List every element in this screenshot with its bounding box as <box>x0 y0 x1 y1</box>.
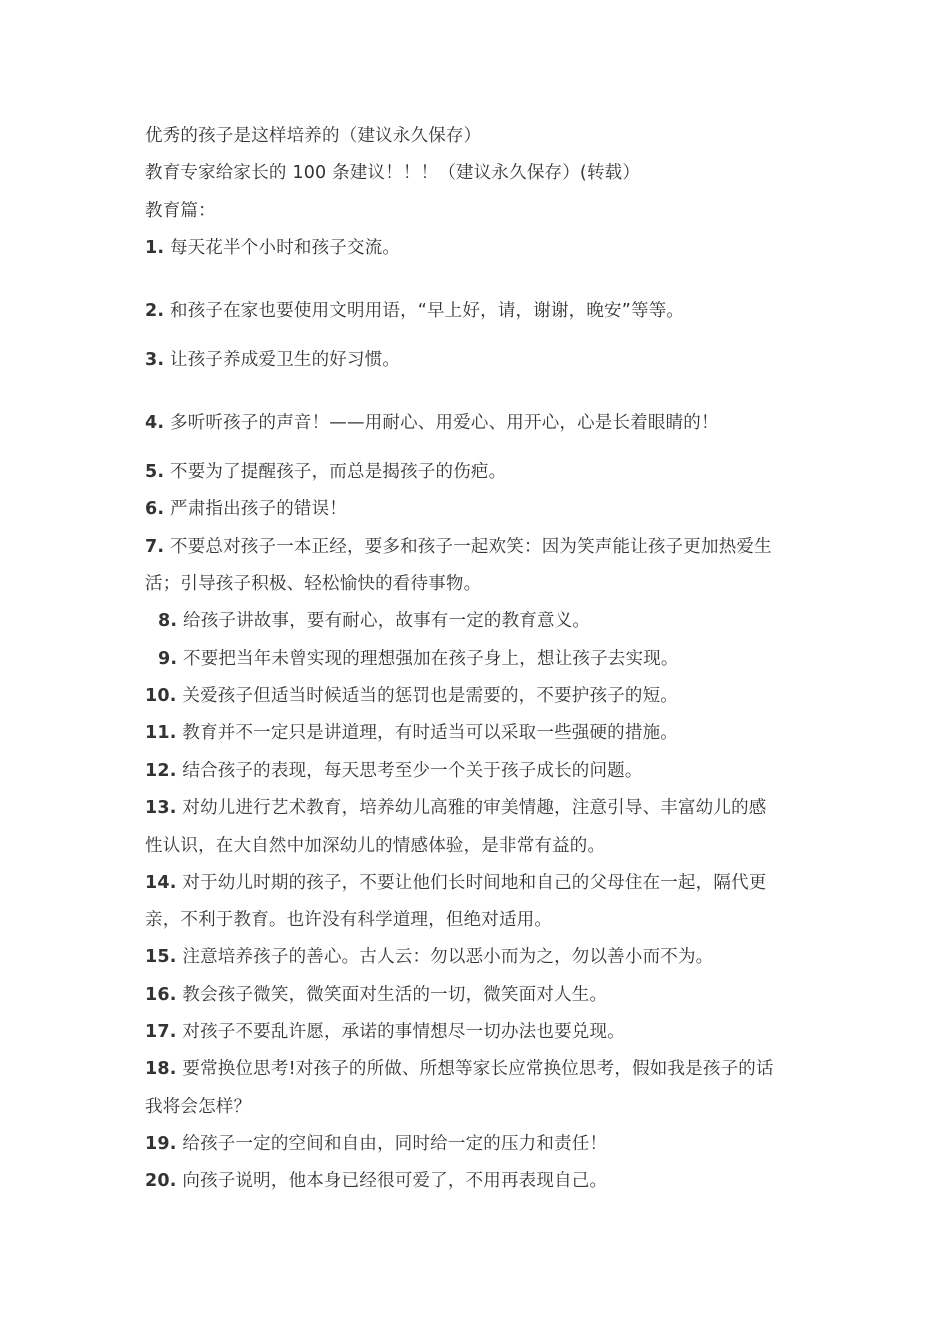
list-item <box>145 498 347 520</box>
item-number: 4. <box>145 413 165 433</box>
list-item <box>145 1021 625 1043</box>
item-number: 3. <box>145 350 165 370</box>
item-number: 2. <box>145 301 165 321</box>
list-item-continuation: 活；引导孩子积极、轻松愉快的看待事物。 <box>145 574 482 594</box>
item-text: 向孩子说明，他本身已经很可爱了，不用再表现自己。 <box>176 1171 608 1191</box>
section-heading: 教育篇： <box>145 201 216 221</box>
item-text: 教育并不一定只是讲道理，有时适当可以采取一些强硬的措施。 <box>176 723 678 743</box>
list-item-continuation: 性认识，在大自然中加深幼儿的情感体验，是非常有益的。 <box>145 836 606 856</box>
item-text: 关爱孩子但适当时候适当的惩罚也是需要的，不要护孩子的短。 <box>176 686 678 706</box>
item-number: 20. <box>145 1171 177 1191</box>
list-item <box>145 984 607 1006</box>
list-item <box>145 722 678 744</box>
list-item <box>145 237 400 259</box>
item-text: 严肃指出孩子的错误！ <box>164 499 347 519</box>
item-text: 不要总对孩子一本正经，要多和孩子一起欢笑：因为笑声能让孩子更加热爱生 <box>164 537 772 557</box>
item-number: 9. <box>158 649 178 669</box>
item-number: 5. <box>145 462 165 482</box>
item-number: 17. <box>145 1022 177 1042</box>
list-item <box>145 1058 774 1080</box>
item-number: 1. <box>145 238 165 258</box>
list-item <box>145 536 772 558</box>
item-text: 要常换位思考!对孩子的所做、所想等家长应常换位思考，假如我是孩子的话 <box>176 1059 774 1079</box>
item-number: 11. <box>145 723 177 743</box>
item-number: 7. <box>145 537 165 557</box>
item-text: 不要把当年未曾实现的理想强加在孩子身上，想让孩子去实现。 <box>177 649 679 669</box>
item-number: 16. <box>145 985 177 1005</box>
item-number: 14. <box>145 873 177 893</box>
list-item <box>145 1170 607 1192</box>
item-text: 对于幼儿时期的孩子，不要让他们长时间地和自己的父母住在一起，隔代更 <box>176 873 767 893</box>
item-number: 13. <box>145 798 177 818</box>
item-number: 10. <box>145 686 177 706</box>
document-title: 优秀的孩子是这样培养的（建议永久保存） <box>145 126 482 146</box>
item-text: 对幼儿进行艺术教育，培养幼儿高雅的审美情趣，注意引导、丰富幼儿的感 <box>176 798 767 818</box>
item-text: 给孩子讲故事，要有耐心，故事有一定的教育意义。 <box>177 611 591 631</box>
list-item <box>145 872 766 894</box>
list-item <box>145 1133 607 1155</box>
list-item <box>145 797 766 819</box>
list-item <box>158 610 590 632</box>
item-number: 6. <box>145 499 165 519</box>
item-text: 和孩子在家也要使用文明用语，“早上好，请，谢谢，晚安”等等。 <box>164 301 685 321</box>
item-text: 不要为了提醒孩子，而总是揭孩子的伤疤。 <box>164 462 507 482</box>
list-item <box>145 760 643 782</box>
item-text: 结合孩子的表现，每天思考至少一个关于孩子成长的问题。 <box>176 761 643 781</box>
list-item <box>145 685 678 707</box>
item-number: 15. <box>145 947 177 967</box>
item-text: 给孩子一定的空间和自由，同时给一定的压力和责任！ <box>176 1134 608 1154</box>
item-number: 19. <box>145 1134 177 1154</box>
list-item <box>145 946 713 968</box>
item-text: 教会孩子微笑，微笑面对生活的一切，微笑面对人生。 <box>176 985 608 1005</box>
list-item <box>145 349 400 371</box>
item-number: 18. <box>145 1059 177 1079</box>
item-text: 每天花半个小时和孩子交流。 <box>164 238 401 258</box>
list-item <box>158 648 679 670</box>
list-item <box>145 300 684 322</box>
list-item <box>145 412 719 434</box>
item-text: 对孩子不要乱许愿，承诺的事情想尽一切办法也要兑现。 <box>176 1022 625 1042</box>
item-text: 让孩子养成爱卫生的好习惯。 <box>164 350 401 370</box>
item-text: 多听听孩子的声音！——用耐心、用爱心、用开心，心是长着眼睛的！ <box>164 413 719 433</box>
item-number: 8. <box>158 611 178 631</box>
list-item-continuation: 我将会怎样？ <box>145 1097 252 1117</box>
list-item-continuation: 亲，不利于教育。也许没有科学道理，但绝对适用。 <box>145 910 553 930</box>
document-subtitle: 教育专家给家长的 100 条建议！！！（建议永久保存）(转载） <box>145 163 641 183</box>
item-number: 12. <box>145 761 177 781</box>
list-item <box>145 461 506 483</box>
item-text: 注意培养孩子的善心。古人云：勿以恶小而为之，勿以善小而不为。 <box>176 947 714 967</box>
